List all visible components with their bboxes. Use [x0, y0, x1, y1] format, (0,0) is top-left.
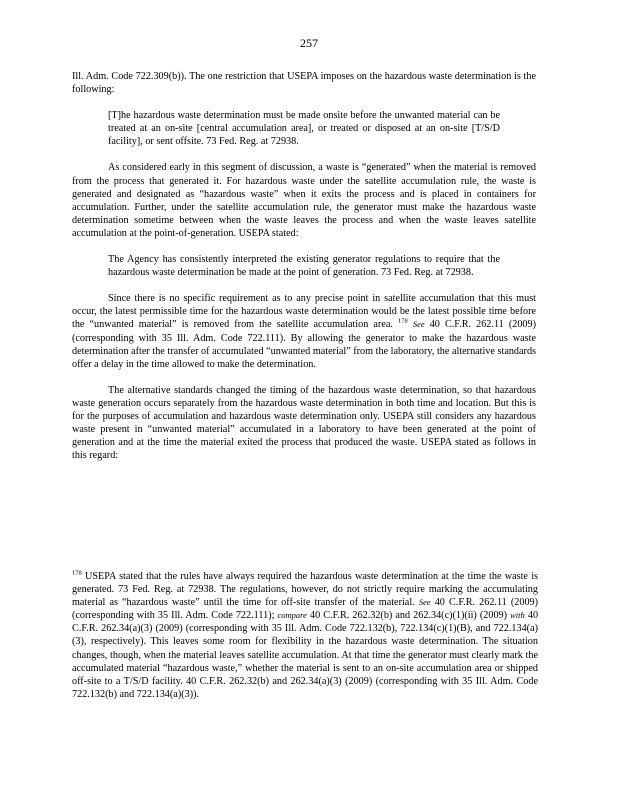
footnote-text — [72, 570, 538, 701]
footnote-reference-178[interactable]: 178 — [398, 318, 408, 326]
paragraph-2: As considered early in this segment of discussion, a waste is “generated” when the material is removed from the process that generated it. For hazardous waste under the satellite accumulation rule, the waste is generated and designated as “hazardous waste” when it exits the process and is placed in containers for accumulation. Further, under the satellite accumulation rule, the generator must make the hazardous waste determination sometime between when the waste leaves the process and when the waste leaves satellite accumulation at the point-of-generation. USEPA stated: — [72, 162, 536, 239]
block-quote-1: [T]he hazardous waste determination must be made onsite before the unwanted material can be treated at an on-site [central accumulation area], or treated or disposed at an on-site [T/S/D facility], or sent offsite. 73 Fed. Reg. at 72938. — [108, 110, 500, 148]
paragraph-3-text-b: 40 C.F.R. 262.11 (2009) (corresponding with 35 Ill. Adm. Code 722.111). By allowing the generator to make the hazardous waste determination after the transfer of accumulated “unwanted material” from the laboratory, the alternative standards offer a delay in the time allowed to make the determination. — [72, 319, 536, 370]
footnote-text-d: 40 C.F.R. 262.34(a)(3) (2009) (corresponding with 35 Ill. Adm. Code 722.132(b), 722.134(c)(1)(B), and 722.134(a)(3), respectively). This leaves some room for flexibility in the hazardous waste determination. The situation changes, though, when the material leaves satellite accumulation. At that time the generator must clearly mark the accumulated material “hazardous waste,” whether the material is sent to an on-site accumulation area or shipped off-site to a T/S/D facility. 40 C.F.R. 262.32(b) and 262.34(a)(3) (2009) (corresponding with 35 Ill. Adm. Code 722.132(b) and 722.134(a)(3)). — [72, 610, 539, 700]
footnote-text-b: 40 C.F.R. 262.11 (2009) (corresponding with 35 Ill. Adm. Code 722.111); — [72, 597, 539, 622]
page-number: 257 — [300, 36, 318, 50]
footnote-compare-signal: compare — [277, 610, 307, 621]
block-quote-2: The Agency has consistently interpreted the existing generator regulations to require that the hazardous waste determination be made at the point of generation. 73 Fed. Reg. at 72938. — [108, 254, 500, 279]
footnote-178 — [72, 570, 538, 701]
see-signal: See — [412, 319, 425, 330]
footnote-marker: 178 — [72, 569, 82, 577]
paragraph-1: Ill. Adm. Code 722.309(b)). The one restriction that USEPA imposes on the hazardous waste determination is the following: — [72, 71, 536, 96]
paragraph-3 — [72, 292, 536, 371]
footnote-see-signal: See — [418, 597, 431, 608]
paragraph-4: The alternative standards changed the timing of the hazardous waste determination, so that hazardous waste generation occurs separately from the hazardous waste determination in both time and location. But this is for the purposes of accumulation and hazardous waste determination only. USEPA still considers any hazardous waste present in “unwanted material” accumulated in a laboratory to have been generated at the point of generation and at the time the material exited the process that produced the waste. USEPA stated as follows in this regard: — [72, 384, 536, 462]
footnote-with-signal: with — [510, 610, 525, 621]
footnote-text-a: USEPA stated that the rules have always required the hazardous waste determination at the time the waste is generated. 73 Fed. Reg. at 72938. The regulations, however, do not strictly require marking the accumulating material as “hazardous waste” until the time for off-site transfer of the material. — [72, 571, 538, 609]
paragraph-3-text-a: Since there is no specific requirement as to any precise point in satellite accumulation that this must occur, the latest permissible time for the hazardous waste determination would be the latest possible time before the “unwanted material” is removed from the satellite accumulation area. — [72, 293, 536, 331]
footnote-text-c: 40 C.F.R. 262.32(b) and 262.34(c)(1)(ii) (2009) — [310, 610, 508, 622]
main-text — [72, 70, 536, 462]
